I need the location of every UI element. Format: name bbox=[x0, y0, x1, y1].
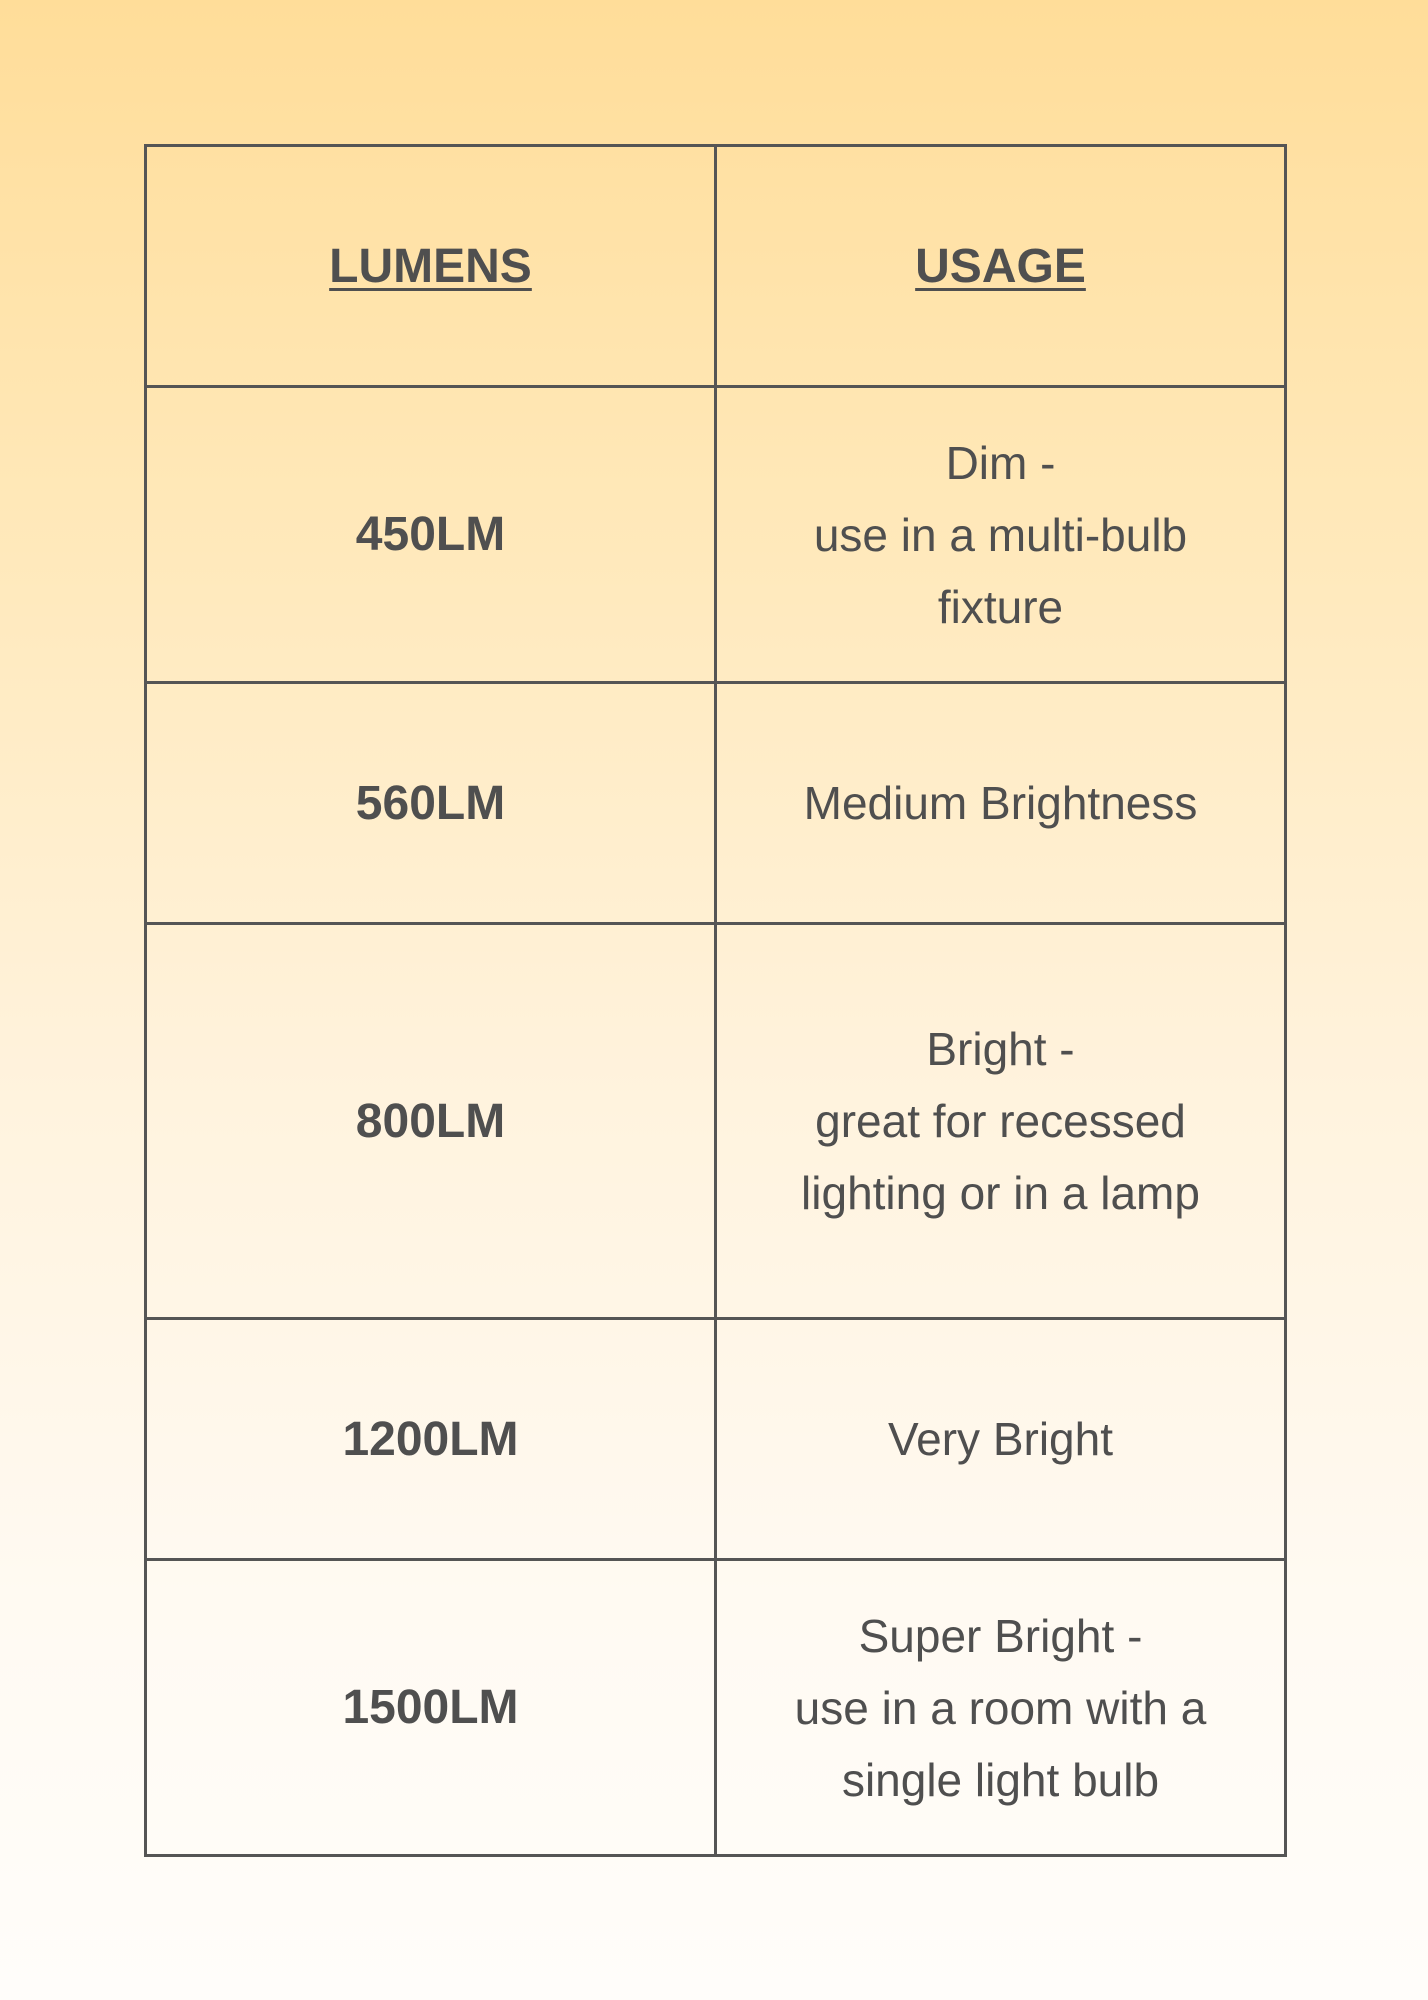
lumens-value: 450LM bbox=[146, 387, 716, 683]
table-row bbox=[146, 387, 1286, 683]
table-row bbox=[146, 1560, 1286, 1856]
usage-header: USAGE bbox=[915, 239, 1086, 293]
usage-line: Dim - bbox=[945, 436, 1056, 489]
table-row bbox=[146, 1319, 1286, 1560]
usage-line: lighting or in a lamp bbox=[801, 1167, 1200, 1219]
table-row bbox=[146, 924, 1286, 1319]
lumens-value: 800LM bbox=[146, 924, 716, 1319]
usage-line: single light bulb bbox=[841, 1753, 1160, 1806]
usage-line: use in a multi-bulb bbox=[813, 508, 1188, 561]
usage-line: use in a room with a bbox=[794, 1681, 1207, 1734]
usage-line: Super Bright - bbox=[858, 1609, 1143, 1662]
lumens-header-cell bbox=[146, 146, 716, 387]
usage-description bbox=[716, 387, 1286, 683]
lumens-usage-table bbox=[144, 144, 1287, 1857]
usage-description bbox=[716, 683, 1286, 924]
usage-line: Very Bright bbox=[888, 1413, 1113, 1465]
usage-line: Medium Brightness bbox=[803, 777, 1198, 829]
lumens-value: 1200LM bbox=[146, 1319, 716, 1560]
lumens-value: 1500LM bbox=[146, 1560, 716, 1856]
usage-description bbox=[716, 1319, 1286, 1560]
usage-header-cell bbox=[716, 146, 1286, 387]
lumens-header: LUMENS bbox=[329, 239, 532, 293]
usage-line: fixture bbox=[937, 580, 1064, 633]
lumens-value: 560LM bbox=[146, 683, 716, 924]
table-row bbox=[146, 683, 1286, 924]
usage-description bbox=[716, 1560, 1286, 1856]
table-header-row bbox=[146, 146, 1286, 387]
usage-line: Bright - bbox=[926, 1023, 1075, 1075]
usage-line: great for recessed bbox=[815, 1095, 1186, 1147]
usage-description bbox=[716, 924, 1286, 1319]
